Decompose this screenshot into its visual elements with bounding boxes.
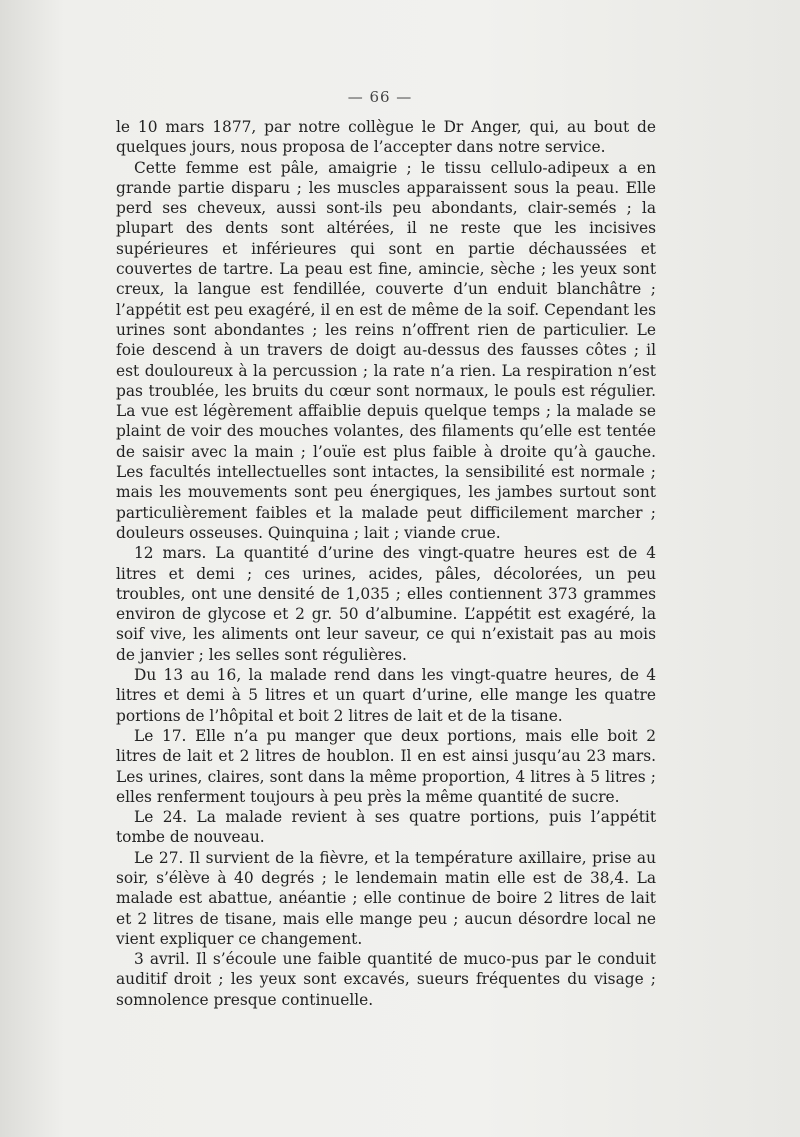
paragraph-continuation: le 10 mars 1877, par notre collègue le Dr Anger, qui, au bout de quelques jours, nous proposa de l’accepter dans notre service. — [116, 118, 656, 157]
paragraph-march-13-16: Du 13 au 16, la malade rend dans les vingt-quatre heures, de 4 litres et demi à 5 litres et un quart d’urine, elle mange les quatre portions de l’hôpital et boit 2 litres de lait et de la tisane. — [116, 666, 656, 725]
paragraph-april-3: 3 avril. Il s’écoule une faible quantité de muco-pus par le conduit auditif droit ; les yeux sont excavés, sueurs fréquentes du visage ; somnolence presque continuelle. — [116, 950, 656, 1009]
paragraph-march-12: 12 mars. La quantité d’urine des vingt-quatre heures est de 4 litres et demi ; ces urines, acides, pâles, décolorées, un peu troubles, ont une densité de 1,035 ; elles contiennent 373 grammes environ de glycose et 2 gr. 50 d’albumine. L’appétit est exagéré, la soif vive, les aliments ont leur saveur, ce qui n’existait pas au mois de janvier ; les selles sont régulières. — [116, 544, 656, 664]
body-text — [116, 117, 656, 1010]
paragraph-march-27: Le 27. Il survient de la fièvre, et la température axillaire, prise au soir, s’élève à 40 degrés ; le lendemain matin elle est de 38,4. La malade est abattue, anéantie ; elle continue de boire 2 litres de lait et 2 litres de tisane, mais elle mange peu ; aucun désordre local ne vient expliquer ce changement. — [116, 848, 656, 948]
paragraph-march-24: Le 24. La malade revient à ses quatre portions, puis l’appétit tombe de nouveau. — [116, 808, 656, 847]
paragraph-march-17: Le 17. Elle n’a pu manger que deux portions, mais elle boit 2 litres de lait et 2 litres de houblon. Il en est ainsi jusqu’au 23 mars. Les urines, claires, sont dans la même proportion, 4 litres à 5 litres ; elles renferment toujours à peu près la même quantité de sucre. — [116, 726, 656, 806]
paragraph-patient-description: Cette femme est pâle, amaigrie ; le tissu cellulo-adipeux a en grande partie disparu ; les muscles apparaissent sous la peau. Elle perd ses cheveux, aussi sont-ils peu abondants, clair-semés ; la plupart des dents sont altérées, il ne reste que les incisives supérieures et inférieures qui sont en partie déchaussées et couvertes de tartre. La peau est fine, amincie, sèche ; les yeux sont creux, la langue est fendillée, couverte d’un enduit blanchâtre ; l’appétit est peu exagéré, il en est de même de la soif. Cependant les urines sont abondantes ; les reins n’offrent rien de particulier. Le foie descend à un travers de doigt au-dessus des fausses côtes ; il est douloureux à la percussion ; la rate n’a rien. La respiration n’est pas troublée, les bruits du cœur sont normaux, le pouls est régulier. La vue est légèrement affaiblie depuis quelque temps ; la malade se plaint de voir des mouches volantes, des filaments qu’elle est tentée de saisir avec la main ; l’ouïe est plus faible à droite qu’à gauche. Les facultés intellectuelles sont intactes, la sensibilité est normale ; mais les mouvements sont peu énergiques, les jambes surtout sont particulièrement faibles et la malade peut difficilement marcher ; douleurs osseuses. Quinquina ; lait ; viande crue. — [116, 158, 656, 542]
page-number: — 66 — — [347, 88, 413, 106]
